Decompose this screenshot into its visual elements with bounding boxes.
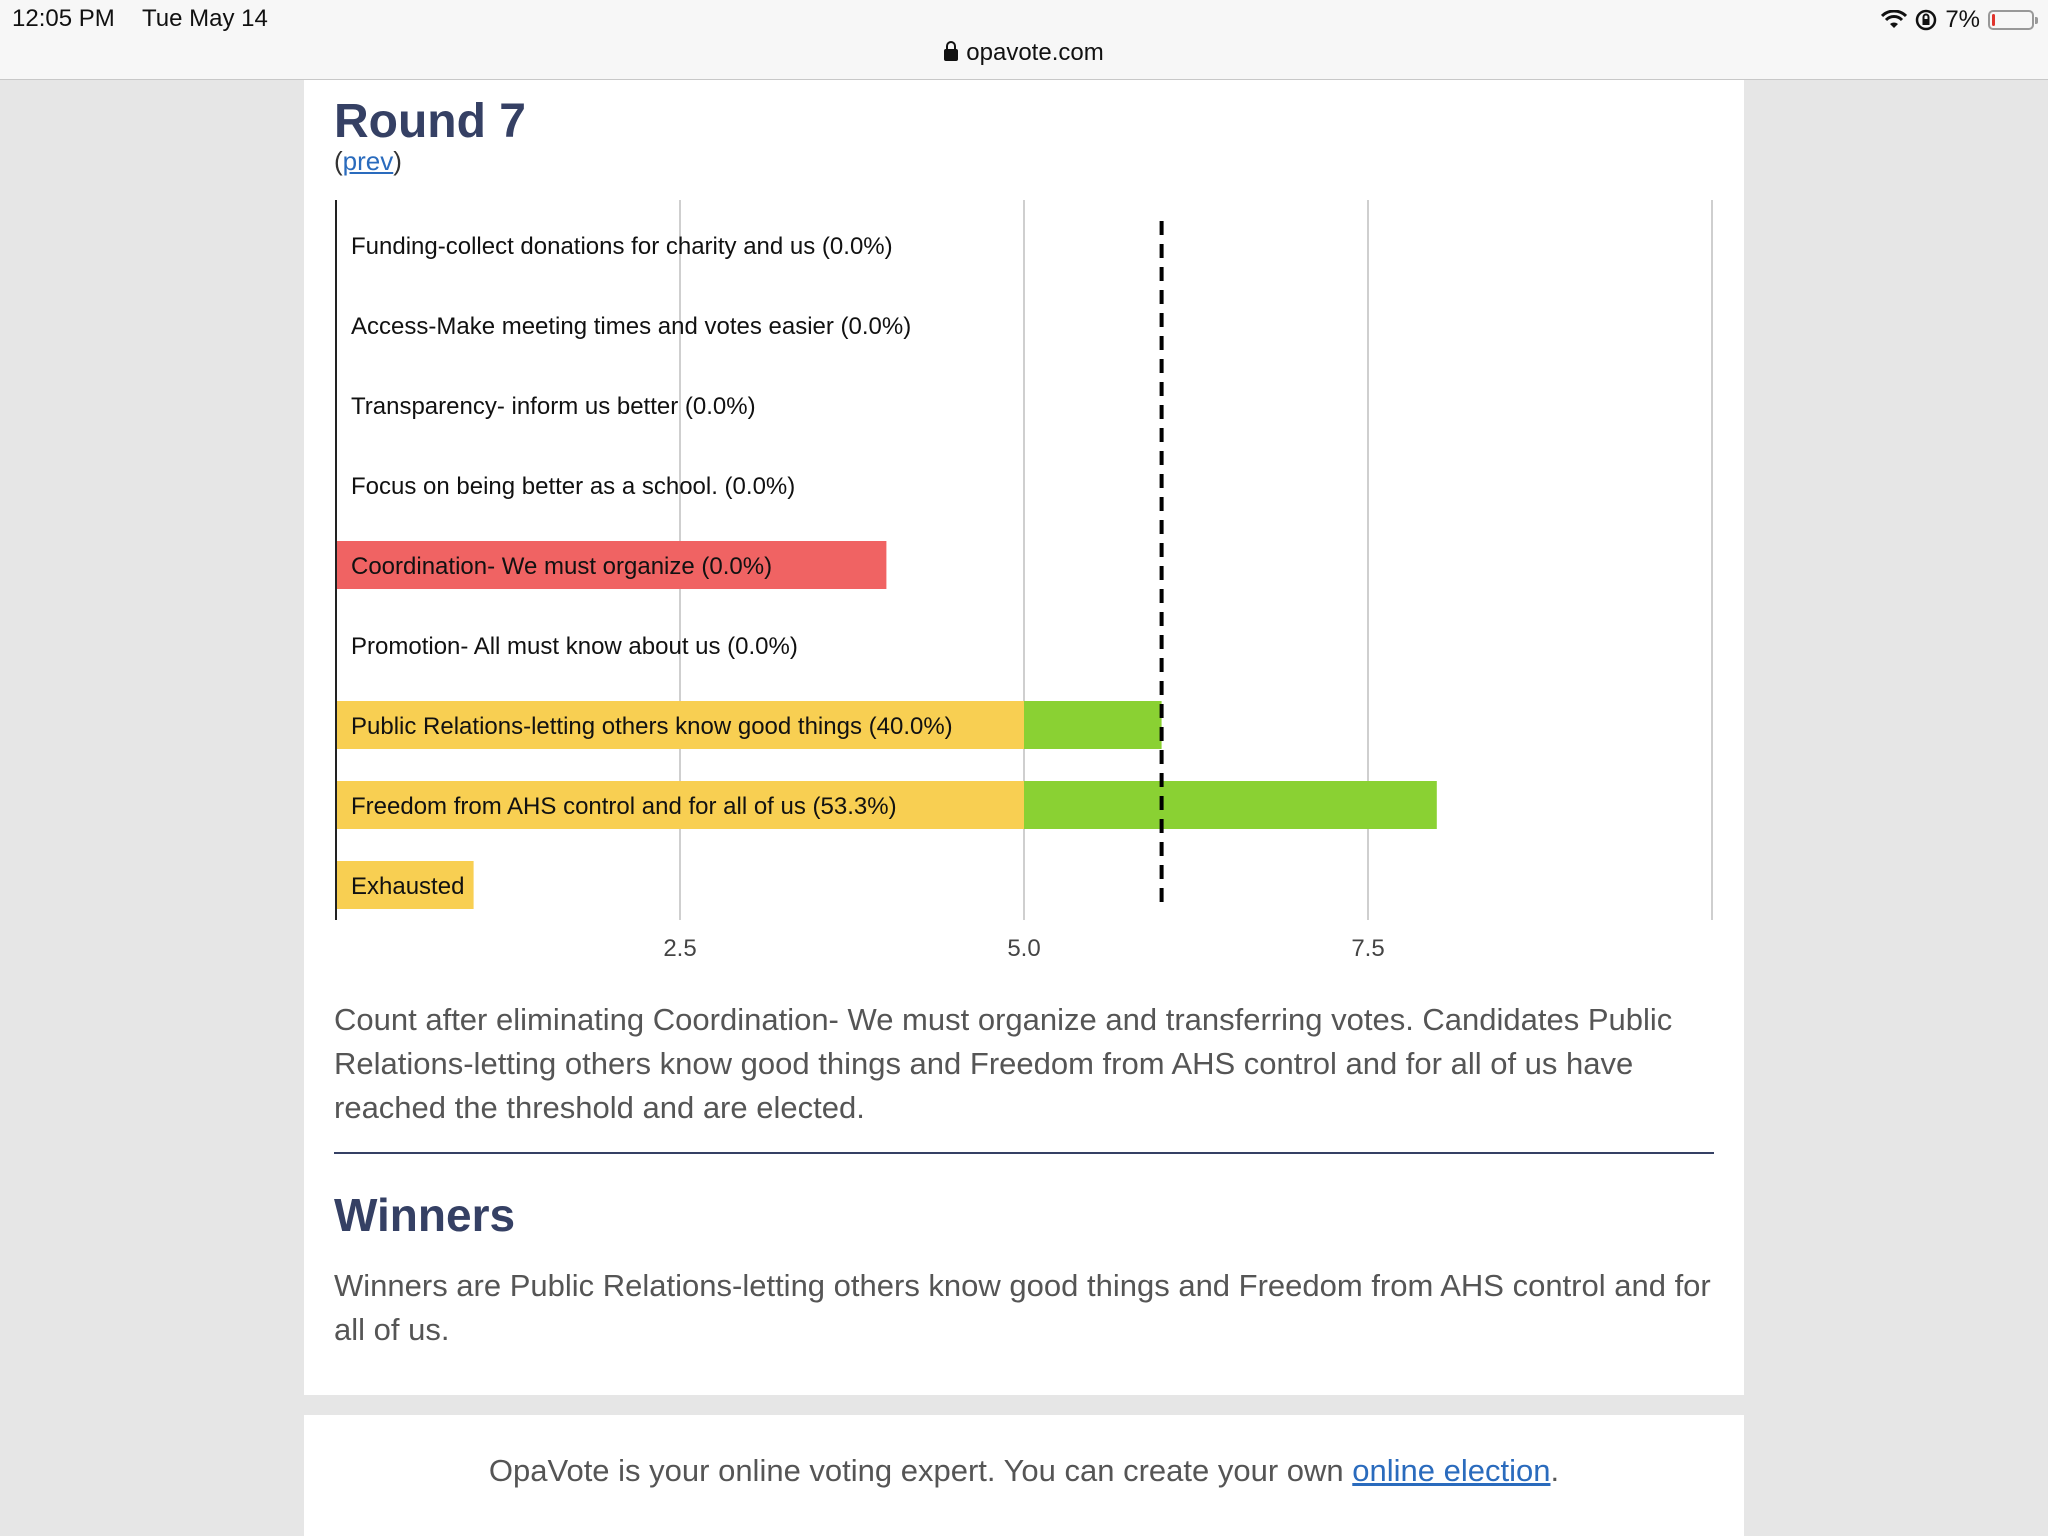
footer-text xyxy=(304,1453,1744,1489)
battery-percent: 7% xyxy=(1945,6,1980,33)
winners-text: Winners are Public Relations-letting others know good things and Freedom from AHS control and for all of us. xyxy=(334,1268,1711,1347)
winners-heading: Winners xyxy=(334,1189,516,1241)
x-tick-label: 7.5 xyxy=(1351,935,1385,962)
x-tick-label: 2.5 xyxy=(663,935,697,962)
battery-icon xyxy=(1988,10,2034,30)
bar-7-1 xyxy=(1024,781,1437,829)
prev-link[interactable]: prev xyxy=(342,146,394,176)
category-label: Freedom from AHS control and for all of us (53.3%) xyxy=(351,793,897,820)
status-time: 12:05 PM xyxy=(12,5,115,32)
bar-6-1 xyxy=(1024,701,1162,749)
address-bar[interactable] xyxy=(0,39,2048,67)
category-label: Funding-collect donations for charity and us (0.0%) xyxy=(351,233,893,260)
category-label: Promotion- All must know about us (0.0%) xyxy=(351,633,798,660)
status-indicators xyxy=(1881,6,2034,34)
status-date: Tue May 14 xyxy=(142,5,268,32)
footer-period: . xyxy=(1550,1453,1560,1488)
section-divider xyxy=(334,1152,1714,1154)
browser-top-bar xyxy=(0,0,2048,80)
prev-open-paren: ( xyxy=(334,146,343,176)
battery-level xyxy=(1992,14,1995,26)
category-label: Coordination- We must organize (0.0%) xyxy=(351,553,773,580)
url-text: opavote.com xyxy=(966,39,1104,66)
prev-close-paren: ) xyxy=(393,146,402,176)
round-card xyxy=(304,80,1744,1395)
round-chart xyxy=(304,80,1744,980)
category-label: Focus on being better as a school. (0.0%) xyxy=(351,473,796,500)
footer-card xyxy=(304,1415,1744,1536)
category-label: Transparency- inform us better (0.0%) xyxy=(351,393,756,420)
category-label: Public Relations-letting others know good things (40.0%) xyxy=(351,713,953,740)
online-election-link[interactable]: online election xyxy=(1352,1453,1551,1488)
lock-icon xyxy=(944,49,958,61)
round-summary: Count after eliminating Coordination- We must organize and transferring votes. Candidates Public Relations-letting others know good things and Freedom from AHS control and for all of us have reached the threshold and are elected. xyxy=(334,1002,1673,1125)
page-title: Round 7 xyxy=(334,95,526,148)
category-label: Exhausted xyxy=(351,873,465,900)
bar-chart xyxy=(304,80,1744,980)
x-tick-label: 5.0 xyxy=(1007,935,1041,962)
orientation-lock-icon xyxy=(1915,9,1937,31)
wifi-icon xyxy=(1881,10,1907,30)
footer-message: OpaVote is your online voting expert. You can create your own xyxy=(488,1453,1353,1488)
category-label: Access-Make meeting times and votes easier (0.0%) xyxy=(351,313,912,340)
